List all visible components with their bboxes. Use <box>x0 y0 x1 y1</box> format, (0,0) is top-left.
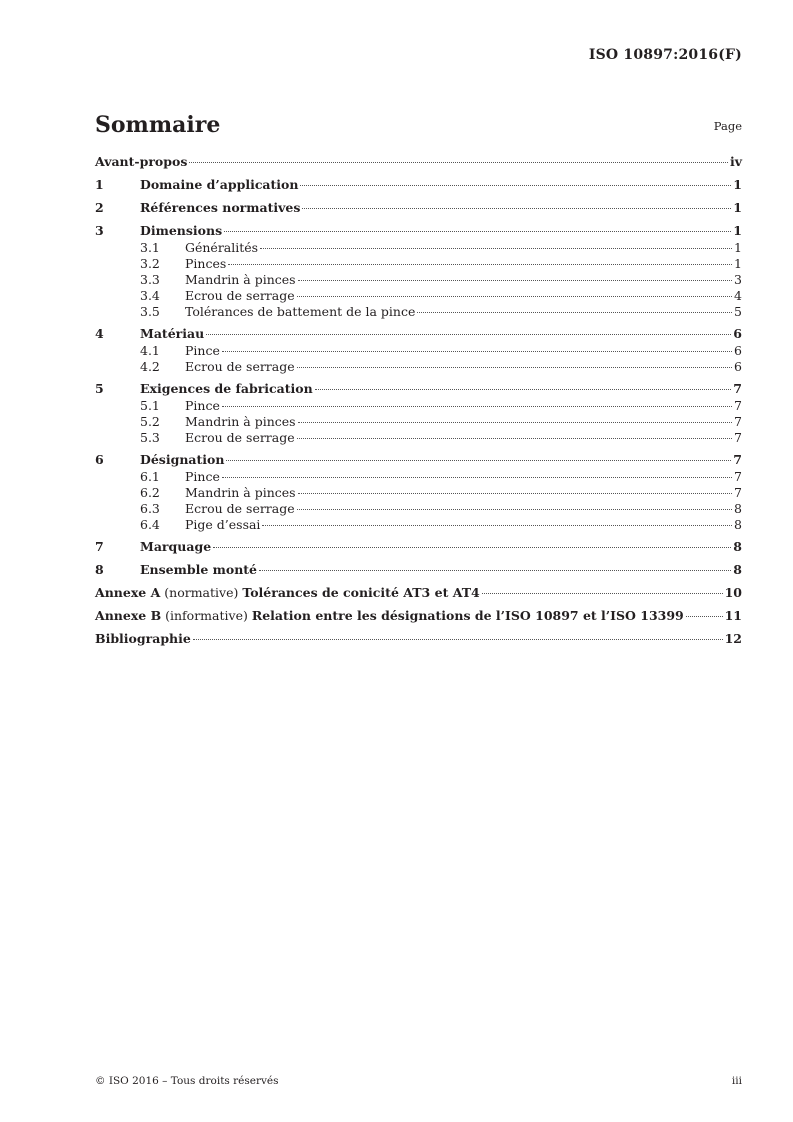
toc-entry-page: 1 <box>734 240 742 255</box>
toc-entry-page: 12 <box>724 631 742 646</box>
copyright-notice: © ISO 2016 – Tous droits réservés <box>95 1075 279 1087</box>
toc-entry-label: Mandrin à pinces <box>185 414 296 429</box>
toc-entry-number: 8 <box>95 562 104 577</box>
toc-entry-page: 4 <box>734 288 742 303</box>
page-column-label: Page <box>713 119 742 133</box>
dot-leader <box>302 208 731 209</box>
toc-entry-page: 5 <box>734 304 742 319</box>
toc-entry-page: 7 <box>733 452 742 467</box>
page-title: Sommaire <box>95 112 221 138</box>
dot-leader <box>298 422 732 423</box>
toc-entry[interactable] <box>95 450 742 469</box>
toc-entry[interactable] <box>95 537 742 556</box>
toc-annex-entry[interactable] <box>95 583 742 602</box>
toc-entry-label: Matériau <box>140 326 205 341</box>
dot-leader <box>298 493 732 494</box>
toc-entry-label <box>95 583 480 602</box>
dot-leader <box>260 248 732 249</box>
toc-subentry[interactable] <box>95 288 742 304</box>
annex-qualifier: (informative) <box>161 608 252 623</box>
toc-subentry[interactable] <box>95 398 742 414</box>
toc-subentry[interactable] <box>95 359 742 375</box>
toc-entry-page: 1 <box>733 177 742 192</box>
toc-entry-label: Exigences de fabrication <box>140 381 313 396</box>
toc-subentry[interactable] <box>95 469 742 485</box>
dot-leader <box>213 547 731 548</box>
toc-entry-label: Désignation <box>140 452 225 467</box>
toc-entry-label: Dimensions <box>140 223 223 238</box>
toc-entry-page: 8 <box>733 562 742 577</box>
toc-entry-number: 6.3 <box>140 501 160 516</box>
toc-entry-number: 6.4 <box>140 517 160 532</box>
toc-entry-page: 3 <box>734 272 742 287</box>
toc-entry-number: 4.2 <box>140 359 160 374</box>
toc-subentry[interactable] <box>95 517 742 533</box>
toc-entry-number: 1 <box>95 177 104 192</box>
toc-entry-number: 3.2 <box>140 256 160 271</box>
toc-entry-page: 6 <box>734 343 742 358</box>
toc-entry-number: 5.3 <box>140 430 160 445</box>
dot-leader <box>224 231 731 232</box>
toc-entry-number: 7 <box>95 539 104 554</box>
toc-entry-label: Pinces <box>185 256 227 271</box>
toc-entry-page: 1 <box>734 256 742 271</box>
table-of-contents <box>95 152 742 648</box>
toc-entry-page: 8 <box>733 539 742 554</box>
toc-entry-label: Domaine d’application <box>140 177 299 192</box>
toc-subentry[interactable] <box>95 430 742 446</box>
toc-subentry[interactable] <box>95 256 742 272</box>
annex-title: Relation entre les désignations de l’ISO 10897 et l’ISO 13399 <box>251 608 684 623</box>
toc-subentry[interactable] <box>95 485 742 501</box>
toc-entry-label: Mandrin à pinces <box>185 272 296 287</box>
toc-entry-page: 6 <box>734 359 742 374</box>
toc-entry-label: Bibliographie <box>95 631 191 646</box>
toc-entry[interactable] <box>95 560 742 579</box>
dot-leader <box>297 438 732 439</box>
toc-entry-number: 6.1 <box>140 469 160 484</box>
toc-entry-number: 2 <box>95 200 104 215</box>
toc-entry-label <box>95 606 684 625</box>
toc-entry-label: Pince <box>185 343 220 358</box>
dot-leader <box>298 280 732 281</box>
toc-entry-page: 7 <box>734 414 742 429</box>
toc-entry-number: 3 <box>95 223 104 238</box>
toc-entry-page: 7 <box>734 485 742 500</box>
toc-entry-label: Références normatives <box>140 200 301 215</box>
toc-entry-label: Ecrou de serrage <box>185 501 295 516</box>
toc-entry-number: 3.3 <box>140 272 160 287</box>
toc-subentry[interactable] <box>95 304 742 320</box>
toc-entry-number: 5.2 <box>140 414 160 429</box>
toc-entry-label: Ecrou de serrage <box>185 288 295 303</box>
toc-entry-page: 7 <box>734 469 742 484</box>
toc-entry-number: 3.1 <box>140 240 160 255</box>
toc-entry-page: 7 <box>733 381 742 396</box>
toc-entry-number: 6.2 <box>140 485 160 500</box>
dot-leader <box>315 389 732 390</box>
toc-entry-number: 3.5 <box>140 304 160 319</box>
toc-entry-label: Ecrou de serrage <box>185 359 295 374</box>
toc-entry-page: 7 <box>734 430 742 445</box>
toc-entry[interactable] <box>95 152 742 171</box>
toc-subentry[interactable] <box>95 272 742 288</box>
annex-prefix: Annexe A <box>95 585 161 600</box>
annex-title: Tolérances de conicité AT3 et AT4 <box>242 585 480 600</box>
annex-prefix: Annexe B <box>95 608 162 623</box>
toc-entry[interactable] <box>95 629 742 648</box>
toc-entry[interactable] <box>95 379 742 398</box>
toc-entry-page: iv <box>729 154 742 169</box>
dot-leader <box>226 460 731 461</box>
toc-entry-page: 8 <box>734 517 742 532</box>
toc-entry[interactable] <box>95 175 742 194</box>
dot-leader <box>300 185 731 186</box>
dot-leader <box>262 525 732 526</box>
toc-entry-number: 4 <box>95 326 104 341</box>
toc-subentry[interactable] <box>95 501 742 517</box>
toc-entry-label: Avant-propos <box>95 154 188 169</box>
toc-entry-page: 1 <box>733 223 742 238</box>
toc-subentry[interactable] <box>95 414 742 430</box>
toc-entry-label: Ecrou de serrage <box>185 430 295 445</box>
toc-entry-label: Pince <box>185 398 220 413</box>
dot-leader <box>259 570 731 571</box>
toc-entry[interactable] <box>95 324 742 343</box>
toc-entry-number: 5.1 <box>140 398 160 413</box>
toc-entry-number: 3.4 <box>140 288 160 303</box>
toc-subentry[interactable] <box>95 240 742 256</box>
page-number: iii <box>731 1075 742 1087</box>
toc-entry-label: Généralités <box>185 240 259 255</box>
toc-entry-number: 5 <box>95 381 104 396</box>
toc-entry-page: 11 <box>724 608 742 623</box>
dot-leader <box>417 312 732 313</box>
toc-entry-label: Tolérances de battement de la pince <box>185 304 416 319</box>
dot-leader <box>189 162 728 163</box>
dot-leader <box>297 367 732 368</box>
dot-leader <box>297 296 732 297</box>
toc-entry[interactable] <box>95 221 742 240</box>
toc-annex-entry[interactable] <box>95 606 742 625</box>
toc-entry[interactable] <box>95 198 742 217</box>
toc-entry-page: 7 <box>734 398 742 413</box>
toc-entry-page: 1 <box>733 200 742 215</box>
dot-leader <box>686 616 723 617</box>
dot-leader <box>206 334 731 335</box>
toc-entry-page: 8 <box>734 501 742 516</box>
dot-leader <box>297 509 732 510</box>
document-id: ISO 10897:2016(F) <box>588 47 742 63</box>
toc-entry-label: Pince <box>185 469 220 484</box>
dot-leader <box>228 264 732 265</box>
dot-leader <box>193 639 723 640</box>
toc-entry-label: Pige d’essai <box>185 517 261 532</box>
toc-subentry[interactable] <box>95 343 742 359</box>
toc-entry-number: 4.1 <box>140 343 160 358</box>
dot-leader <box>222 406 732 407</box>
toc-entry-number: 6 <box>95 452 104 467</box>
dot-leader <box>482 593 723 594</box>
toc-entry-label: Ensemble monté <box>140 562 258 577</box>
toc-entry-page: 10 <box>724 585 742 600</box>
toc-entry-page: 6 <box>733 326 742 341</box>
toc-entry-label: Marquage <box>140 539 212 554</box>
annex-qualifier: (normative) <box>160 585 243 600</box>
dot-leader <box>222 351 732 352</box>
dot-leader <box>222 477 732 478</box>
title-row <box>95 112 742 142</box>
toc-entry-label: Mandrin à pinces <box>185 485 296 500</box>
